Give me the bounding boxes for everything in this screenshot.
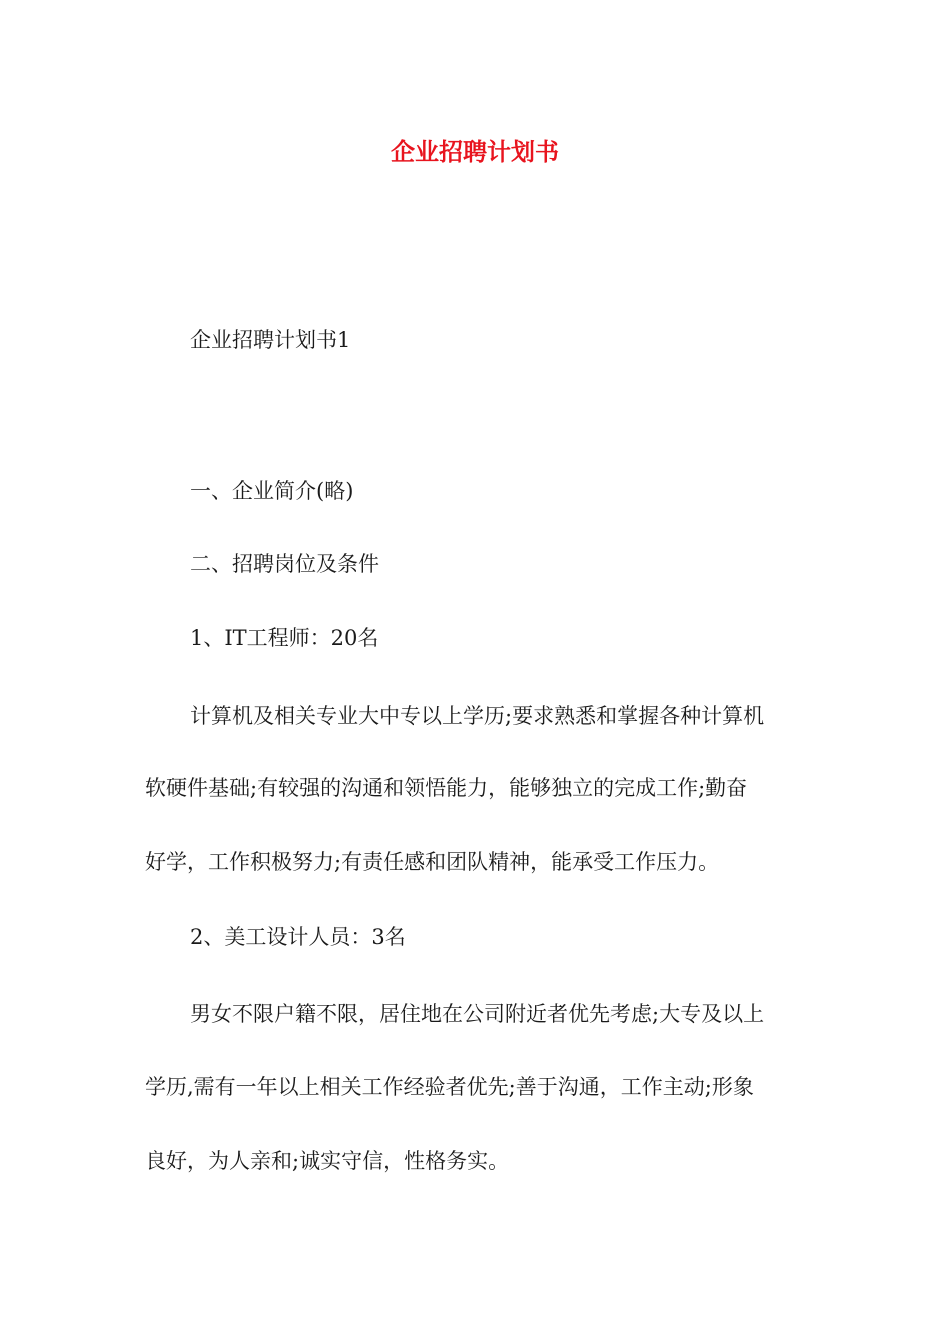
position-heading-art-designer: 2、美工设计人员：3名 [190,925,406,949]
position-requirement-line: 学历,需有一年以上相关工作经验者优先;善于沟通，工作主动;形象 [145,1075,754,1099]
position-requirement-line: 软硬件基础;有较强的沟通和领悟能力，能够独立的完成工作;勤奋 [145,776,748,800]
section-heading-company-intro: 一、企业简介(略) [190,479,354,503]
document-title: 企业招聘计划书 [391,138,559,166]
position-heading-it-engineer: 1、IT工程师：20名 [190,626,379,650]
position-requirement-line: 男女不限户籍不限，居住地在公司附近者优先考虑;大专及以上 [190,1002,765,1026]
section-heading-positions: 二、招聘岗位及条件 [190,552,379,576]
position-requirement-line: 良好，为人亲和;诚实守信，性格务实。 [145,1149,510,1173]
position-requirement-line: 好学，工作积极努力;有责任感和团队精神，能承受工作压力。 [145,850,720,874]
position-requirement-line: 计算机及相关专业大中专以上学历;要求熟悉和掌握各种计算机 [190,704,765,728]
document-subtitle: 企业招聘计划书1 [190,328,351,352]
